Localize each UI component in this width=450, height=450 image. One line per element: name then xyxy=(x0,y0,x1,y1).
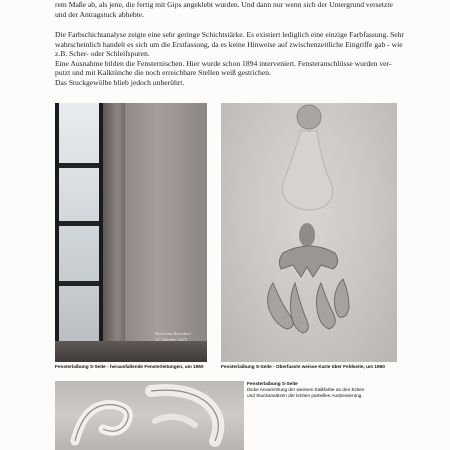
analysis-paragraph xyxy=(55,30,450,88)
window-glass xyxy=(55,103,100,362)
text-line: z.B. Scher- oder Schleifspuren. xyxy=(55,49,150,59)
window-niche-photo xyxy=(55,103,207,362)
signature-date: 12. Oktober 2021 xyxy=(155,337,188,342)
window-frame-rail xyxy=(55,281,103,286)
window-frame-rail xyxy=(55,221,103,226)
text-line: putzt und mit Kalktünche die noch erreichbare Stellen weiß gestrichen. xyxy=(55,68,271,78)
window-frame-rail xyxy=(55,163,103,168)
stucco-ornament-drawing xyxy=(221,103,397,362)
top-paragraph xyxy=(55,0,450,19)
left-photo-caption: Fensterlaibung S-Seite - herausfallende Fensterleitungen, um 1960 xyxy=(55,364,204,369)
photo-signature xyxy=(155,331,207,343)
bottom-photo-caption xyxy=(247,381,365,400)
window-reveal xyxy=(103,103,127,362)
window-frame-post xyxy=(55,103,59,362)
text-line: Das Stuckgewölbe blieb jedoch unberührt. xyxy=(55,77,185,87)
text-line: Die Farbschichtanalyse zeigte eine sehr geringe Schichtstärke. Es existiert lediglich eine einzige Farbfassung. Sehr xyxy=(55,30,404,39)
text-line: rem Maße ab, als jene, die fertig mit Gips angeklebt wurden. Und dann nur wenn sich der Untergrund versetzte xyxy=(55,0,393,9)
text-line: Eine Ausnahme bilden die Fensternischen. Hier wurde schon 1894 interveniert. Fensteranschlüsse wurden ver- xyxy=(55,58,392,68)
stucco-relief-photo xyxy=(55,381,244,450)
caption-line: Fensterlaibung S-Seite xyxy=(247,381,298,386)
right-photo-caption: Fensterlaibung S-Seite - Oberfasste weisse Karte über Feldseite, um 1960 xyxy=(221,364,385,369)
caption-line: und Stuckansätzen der letzten partiellen Ausbesserung. xyxy=(247,393,363,399)
niche-wall xyxy=(125,103,207,362)
text-line: wahrscheinlich handelt es sich um die Erstfassung, da es keine Hinweise auf zwischenzeitliche Eingriffe gab - wie xyxy=(55,39,403,49)
signature-name: Hermann Brandner xyxy=(155,331,192,336)
window-sill xyxy=(55,341,207,362)
text-line: und der Antragstuck abhebte. xyxy=(55,9,144,19)
stucco-wall-photo xyxy=(221,103,397,362)
relief-drawing xyxy=(55,381,244,450)
caption-line: Dicke Ansammlung der weissen Kalkfarbe an den Ecken xyxy=(247,387,365,393)
